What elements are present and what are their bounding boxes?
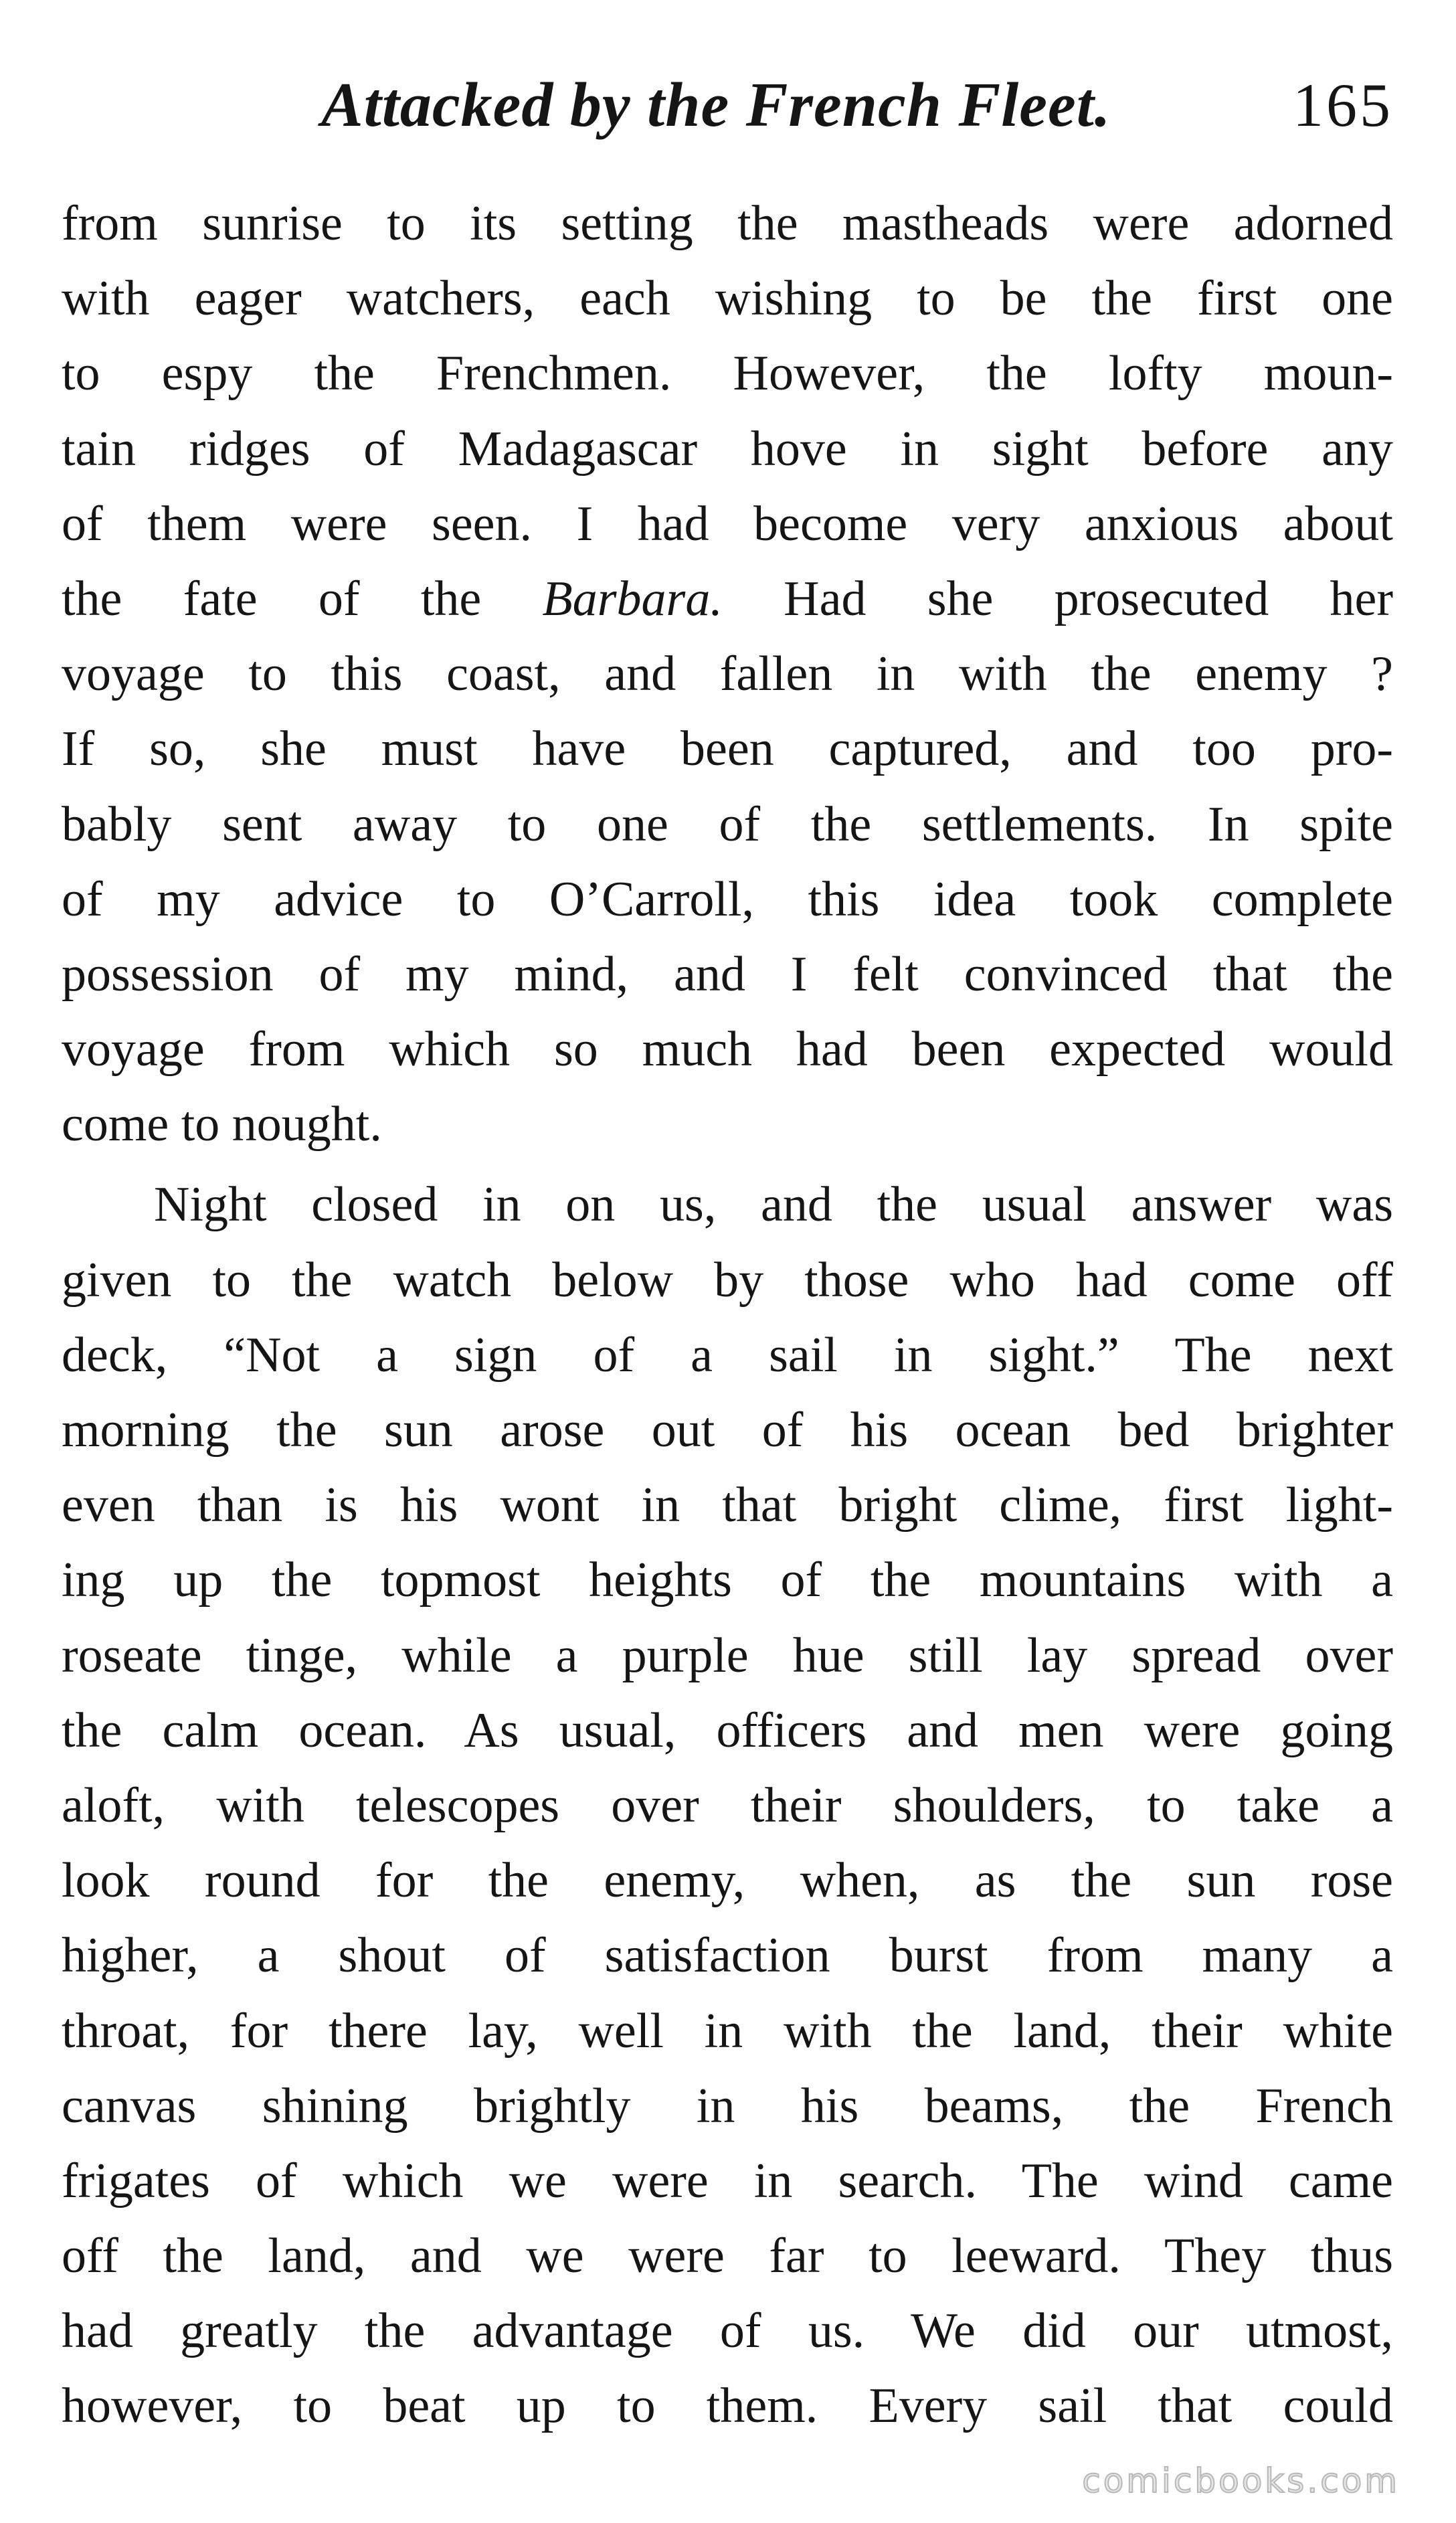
text-line: frigates of which we were in search. The wind came [62, 2153, 1393, 2208]
text-line: voyage from which so much had been expected would [62, 1022, 1393, 1077]
text-fragment: the fate of the [62, 571, 543, 626]
text-line: ing up the topmost heights of the mountains with a [62, 1553, 1393, 1608]
text-line: with eager watchers, each wishing to be the first one [62, 271, 1393, 327]
text-line: throat, for there lay, well in with the land, their white [62, 2003, 1393, 2059]
watermark: comicbooks.com [1082, 2461, 1400, 2500]
page-number: 165 [1293, 71, 1393, 139]
text-line [62, 561, 1393, 636]
text-line: come to nought. [62, 1097, 382, 1152]
text-fragment: Had she prosecuted her [722, 571, 1394, 626]
text-line: bably sent away to one of the settlements. In spite [62, 796, 1393, 852]
text-line: roseate tinge, while a purple hue still lay spread over [62, 1628, 1393, 1683]
text-line: had greatly the advantage of us. We did our utmost, [62, 2303, 1393, 2359]
text-line: off the land, and we were far to leeward. They thus [62, 2229, 1393, 2284]
paragraph-1 [62, 186, 1393, 1162]
text-line: of them were seen. I had become very anxious about [62, 496, 1393, 551]
text-line: to espy the Frenchmen. However, the lofty moun- [62, 346, 1393, 402]
text-line: from sunrise to its setting the mastheads were adorned [62, 196, 1393, 251]
text-line: look round for the enemy, when, as the sun rose [62, 1853, 1393, 1909]
text-line: possession of my mind, and I felt convinced that the [62, 946, 1393, 1002]
text-line: the calm ocean. As usual, officers and men were going [62, 1703, 1393, 1758]
body-text [62, 186, 1393, 2444]
text-line: even than is his wont in that bright clime, first light- [62, 1478, 1393, 1533]
text-line: If so, she must have been captured, and too pro- [62, 721, 1393, 777]
text-line: given to the watch below by those who had come off [62, 1252, 1393, 1308]
text-line: deck, “Not a sign of a sail in sight.” The next [62, 1327, 1393, 1383]
text-line: canvas shining brightly in his beams, the French [62, 2078, 1393, 2134]
text-line: tain ridges of Madagascar hove in sight before any [62, 421, 1393, 476]
text-line: higher, a shout of satisfaction burst from many a [62, 1928, 1393, 1984]
ship-name-barbara: Barbara. [542, 571, 723, 626]
paragraph-gap [62, 1162, 1393, 1167]
running-title: Attacked by the French Fleet. [321, 70, 1111, 140]
paragraph-2 [62, 1167, 1393, 2443]
text-line: voyage to this coast, and fallen in with the enemy ? [62, 646, 1393, 702]
text-line: morning the sun arose out of his ocean bed brighter [62, 1403, 1393, 1458]
text-line: Night closed in on us, and the usual answer was [154, 1177, 1393, 1233]
running-head [62, 62, 1393, 149]
text-line: aloft, with telescopes over their shoulders, to take a [62, 1777, 1393, 1833]
text-line: of my advice to O’Carroll, this idea took complete [62, 871, 1393, 927]
text-line: however, to beat up to them. Every sail that could [62, 2378, 1393, 2434]
